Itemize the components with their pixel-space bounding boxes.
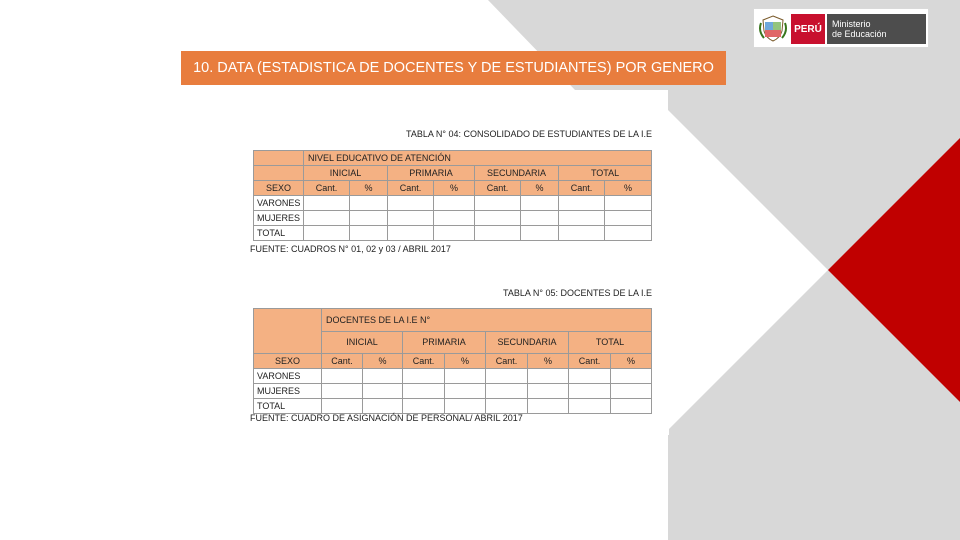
table1-subcol: % [434,181,475,196]
table1-level: PRIMARIA [388,166,475,181]
table2-row-label: TOTAL [254,399,322,414]
table1-row-label: MUJERES [254,211,304,226]
table1-level: INICIAL [304,166,388,181]
table1-row-label: TOTAL [254,226,304,241]
table2-level: TOTAL [569,332,652,354]
table2-subcol: Cant. [403,354,445,369]
table-row [254,399,652,414]
table1-level: SECUNDARIA [475,166,559,181]
table1-subcol: Cant. [388,181,434,196]
coat-of-arms-icon [758,13,788,43]
table1-level: TOTAL [559,166,652,181]
table2-subcol: Cant. [322,354,363,369]
students-table [253,150,652,241]
table1-source: FUENTE: CUADROS N° 01, 02 y 03 / ABRIL 2017 [250,244,451,254]
table2-subcol: Cant. [486,354,528,369]
table1-subcol: % [521,181,559,196]
table1-row-label: VARONES [254,196,304,211]
table2-subcol: % [611,354,652,369]
table1-group-header: NIVEL EDUCATIVO DE ATENCIÓN [304,151,652,166]
table1-subcol: % [350,181,388,196]
table2-level: PRIMARIA [403,332,486,354]
table-row [254,226,652,241]
table2-source: FUENTE: CUADRO DE ASIGNACIÓN DE PERSONAL/ ABRIL 2017 [250,413,523,423]
slide-title: 10. DATA (ESTADISTICA DE DOCENTES Y DE ESTUDIANTES) POR GENERO [181,51,726,85]
table2-level: INICIAL [322,332,403,354]
table-row [254,384,652,399]
table1-corner [254,151,304,166]
tables-document [248,124,669,435]
ministry-line-2: de Educación [832,29,887,39]
table1-sex-header: SEXO [254,181,304,196]
table1-subcol: Cant. [304,181,350,196]
table2-subcol: % [445,354,486,369]
table1-corner-2 [254,166,304,181]
table2-caption: TABLA N° 05: DOCENTES DE LA I.E [503,288,652,298]
table2-row-label: MUJERES [254,384,322,399]
table2-group-header: DOCENTES DE LA I.E N° [322,309,652,332]
table2-corner [254,309,322,354]
table1-subcol: Cant. [475,181,521,196]
table-row [254,211,652,226]
ministry-name [827,14,926,44]
country-label: PERÚ [791,14,825,44]
table-row [254,196,652,211]
table2-subcol: % [363,354,403,369]
table1-caption: TABLA N° 04: CONSOLIDADO DE ESTUDIANTES DE LA I.E [406,129,653,139]
table1-subcol: Cant. [559,181,605,196]
table2-row-label: VARONES [254,369,322,384]
table2-subcol: % [528,354,569,369]
table2-level: SECUNDARIA [486,332,569,354]
table2-subcol: Cant. [569,354,611,369]
ministry-logo [753,8,929,48]
table2-sex-header: SEXO [254,354,322,369]
table-row [254,369,652,384]
ministry-line-1: Ministerio [832,19,871,29]
teachers-table [253,308,652,414]
table1-subcol: % [605,181,652,196]
